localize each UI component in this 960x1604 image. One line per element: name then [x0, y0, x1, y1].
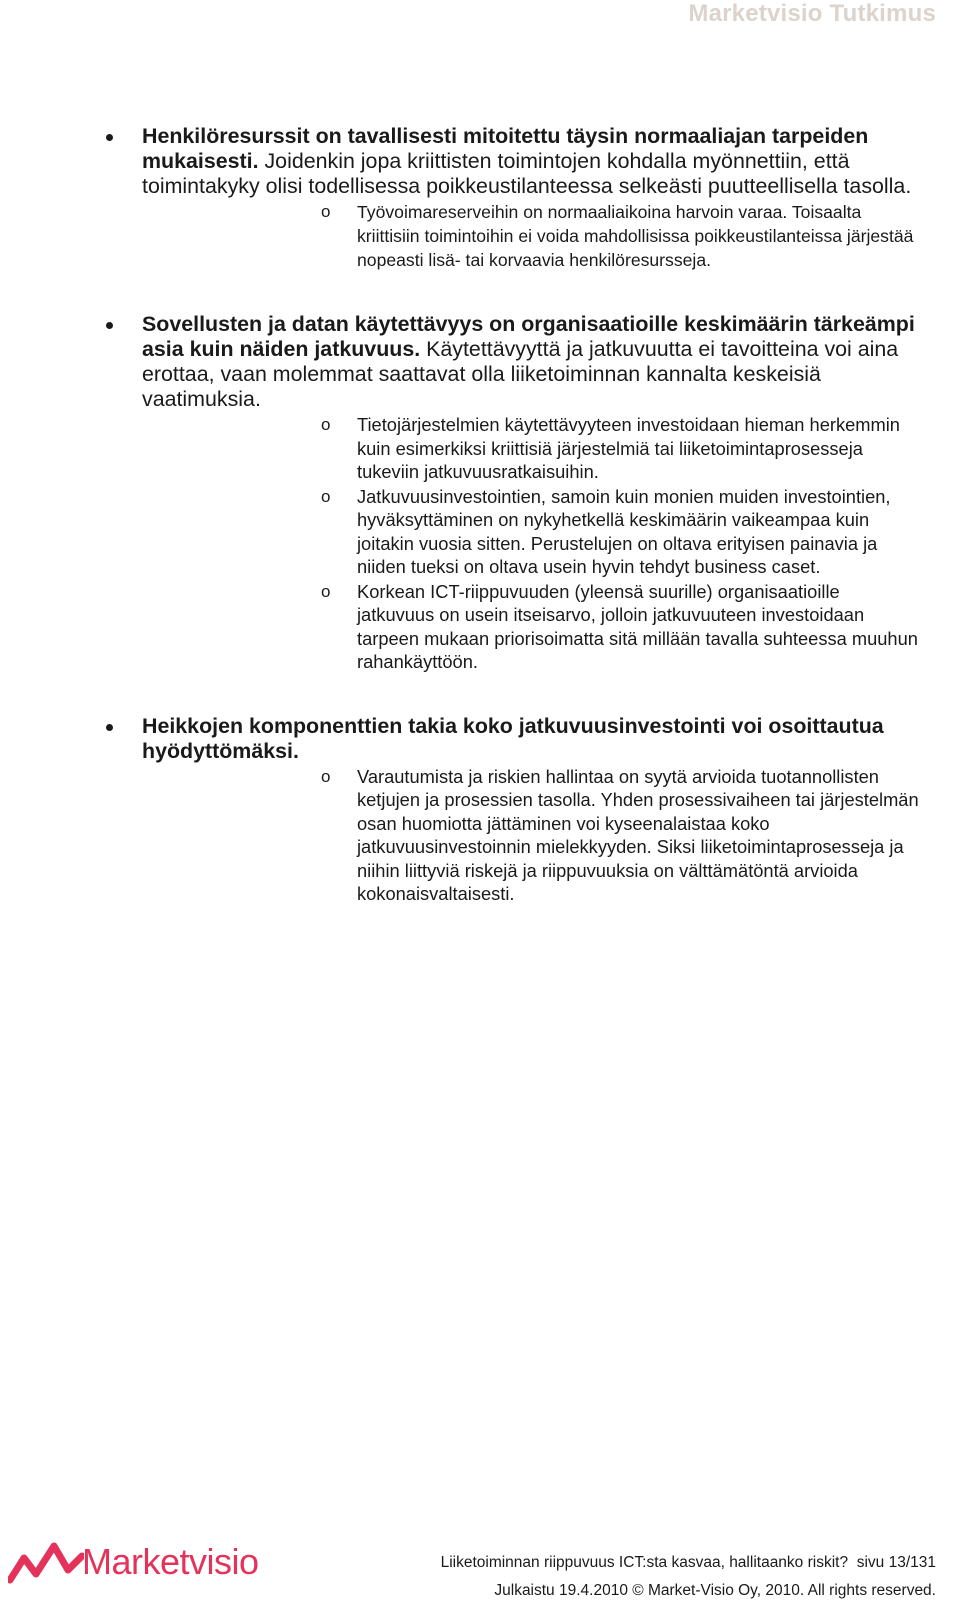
bullet-item: [0, 124, 960, 272]
bullet-dot-icon: [106, 322, 113, 329]
sub-bullet-marker-icon: o: [321, 486, 331, 506]
marketvisio-logo: [8, 1536, 259, 1588]
logo-wordmark: Marketvisio: [82, 1541, 259, 1582]
footer-page: sivu 13/131: [856, 1554, 936, 1571]
sub-bullet-text: Työvoimareserveihin on normaaliaikoina harvoin varaa. Toisaalta kriittisiin toimintoihin ei voida mahdollisissa poikkeustilanteissa järjestää nopeasti lisä- tai korvaavia henkilöresursseja.: [357, 202, 914, 270]
footer-title: Liiketoiminnan riippuvuus ICT:sta kasvaa, hallitaanko riskit?: [440, 1554, 849, 1571]
bullet-plain-text: Joidenkin jopa kriittisten toimintojen kohdalla myönnettiin, että toimintakyky olisi todellisessa poikkeustilanteessa selkeästi puutteellisella tasolla.: [142, 149, 912, 198]
bullet-text: [142, 312, 940, 412]
bullet-text: [142, 714, 940, 764]
sub-bullet-marker-icon: o: [321, 415, 331, 434]
bullet-bold-text: Heikkojen komponenttien takia koko jatkuvuusinvestointi voi osoittautua hyödyttömäksi.: [142, 713, 884, 763]
sub-bullet-marker-icon: o: [321, 202, 331, 221]
marketvisio-m-icon: [8, 1536, 84, 1588]
bullet-text: [142, 124, 940, 199]
sub-bullet-item: [142, 413, 940, 484]
header-brand: Marketvisio Tutkimus: [688, 0, 936, 27]
bullet-bold-text: Henkilöresurssit on tavallisesti mitoitettu täysin normaaliajan tarpeiden mukaisesti.: [142, 124, 869, 173]
bullet-item: [0, 312, 960, 674]
bullet-dot-icon: [106, 134, 113, 141]
bullet-bold-text: Sovellusten ja datan käytettävyys on organisaatioille keskimäärin tärkeämpi asia kuin näiden jatkuvuus.: [142, 312, 915, 361]
sub-bullet-text: Jatkuvuusinvestointien, samoin kuin monien muiden investointien, hyväksyttäminen on nykyhetkellä keskimäärin vaikeampaa kuin joitakin vuosia sitten. Perustelujen on oltava erityisen painavia ja niiden tueksi on oltava usein hyvin tehdyt business caset.: [357, 485, 891, 577]
footer-published: Julkaistu 19.4.2010 © Market-Visio Oy, 2010. All rights reserved.: [494, 1582, 936, 1599]
bullet-item: [0, 714, 960, 906]
document-body: [0, 124, 960, 925]
sub-bullet-marker-icon: o: [321, 581, 331, 601]
sub-bullet-text: Korkean ICT-riippuvuuden (yleensä suurille) organisaatioille jatkuvuus on usein itseisarvo, jolloin jatkuvuuteen investoidaan tarpeen mukaan priorisoimatta sitä millään tavalla suhteessa muuhun rahankäyttöön.: [357, 580, 918, 672]
bullet-dot-icon: [106, 724, 113, 731]
sub-bullet-marker-icon: o: [321, 766, 331, 786]
sub-bullet-text: Varautumista ja riskien hallintaa on syytä arvioida tuotannollisten ketjujen ja prosessien tasolla. Yhden prosessivaiheen tai järjestelmän osan huomiotta jättäminen voi kyseenalaistaa koko jatkuvuusinvestoinnin mielekkyyden. Siksi liiketoimintaprosesseja ja niihin liittyviä riskejä ja riippuvuuksia on välttämätöntä arvioida kokonaisvaltaisesti.: [357, 765, 919, 904]
bullet-plain-text: Käytettävyyttä ja jatkuvuutta ei tavoitteina voi aina erottaa, vaan molemmat saattavat olla liiketoiminnan kannalta keskeisiä vaatimuksia.: [142, 337, 899, 411]
sub-bullet-item: [142, 485, 940, 579]
sub-bullet-item: [142, 200, 940, 272]
sub-bullet-item: [142, 580, 940, 674]
sub-bullet-item: [142, 765, 940, 906]
sub-bullet-text: Tietojärjestelmien käytettävyyteen investoidaan hieman herkemmin kuin esimerkiksi kriittisiä järjestelmiä tai liiketoimintaprosesseja tukeviin jatkuvuusratkaisuihin.: [357, 414, 900, 482]
footer-title-line: [441, 1554, 936, 1572]
